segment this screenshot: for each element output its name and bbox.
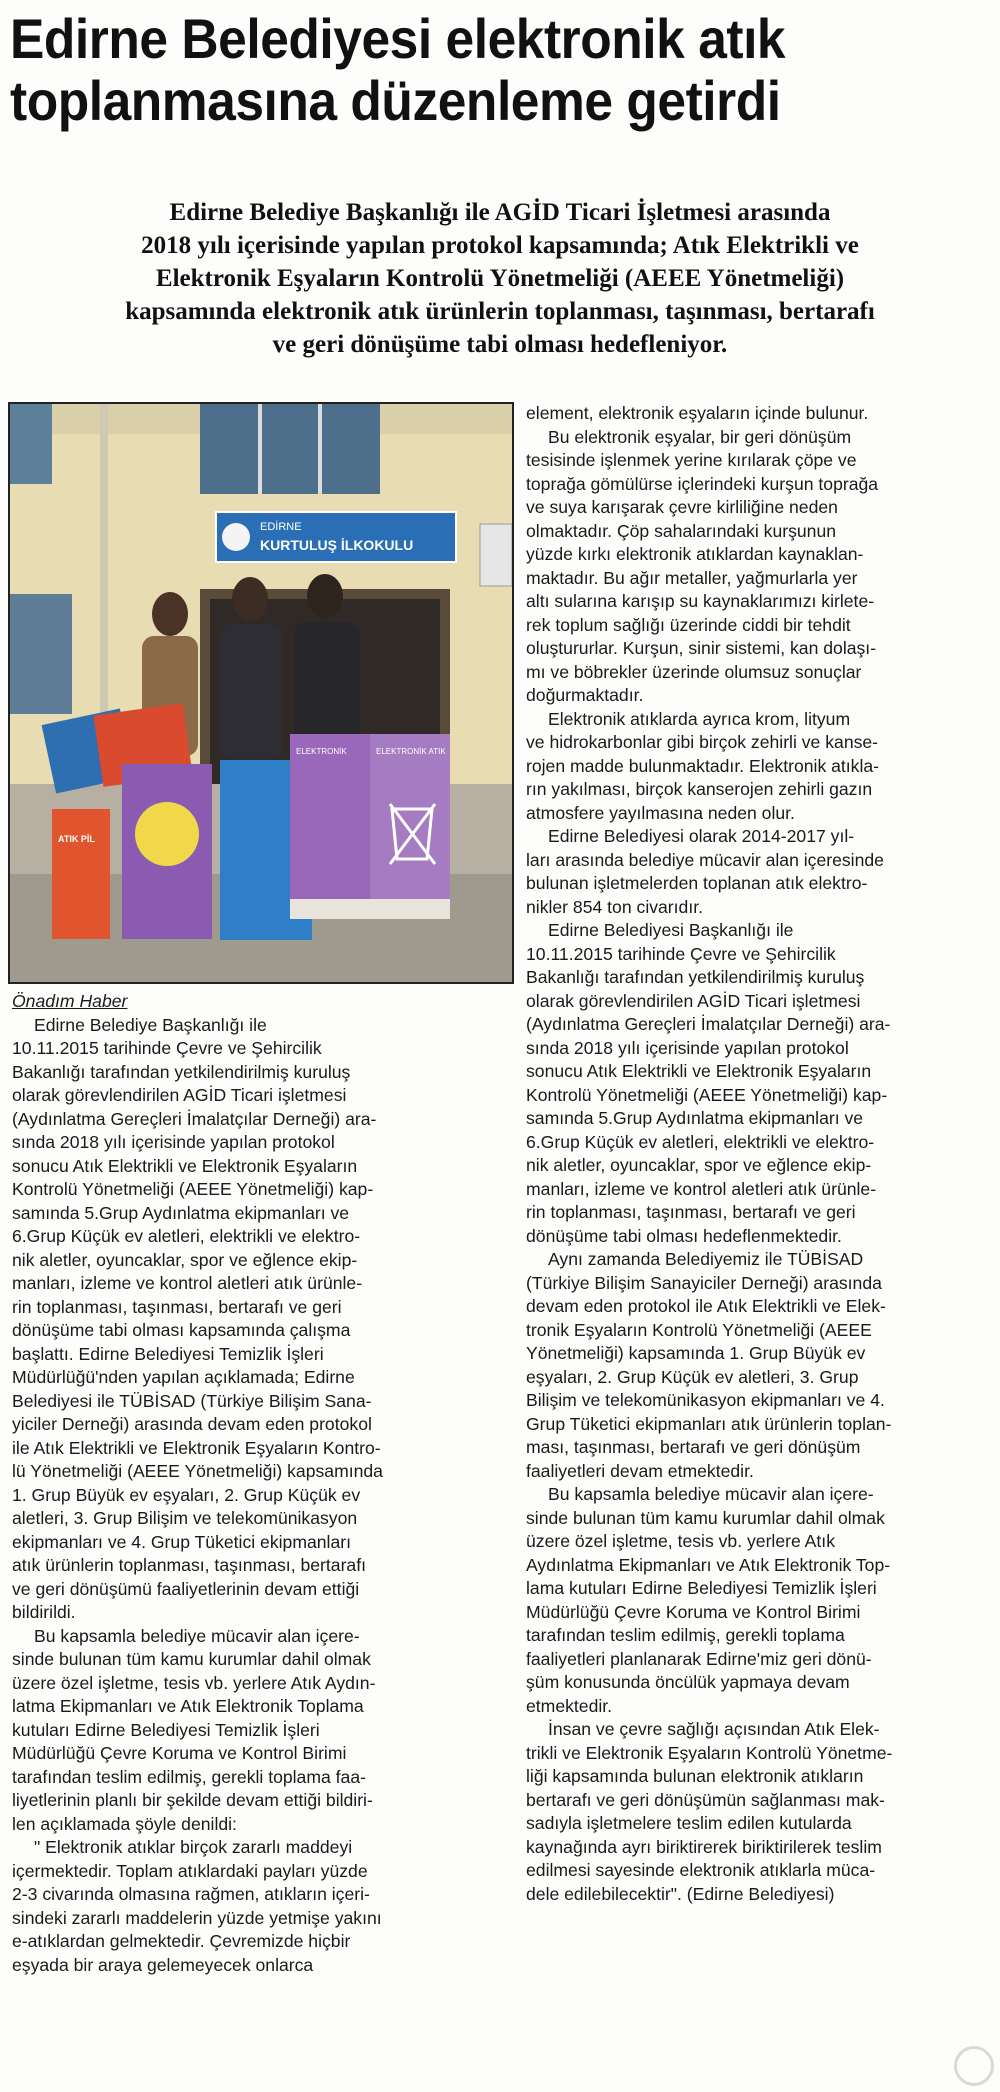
text-line: sonucu Atık Elektrikli ve Elektronik Eşyaların bbox=[12, 1155, 358, 1176]
text-line: tarafından teslim edilmiş, gerekli toplama faa- bbox=[12, 1766, 366, 1787]
text-line: olarak görevlendirilen AGİD Ticari işletmesi bbox=[12, 1085, 347, 1105]
text-line: rek toplum sağlığı üzerinde ciddi bir tehdit bbox=[526, 614, 851, 635]
text-line: Belediyesi ile TÜBİSAD (Türkiye Bilişim Sana- bbox=[12, 1390, 372, 1411]
text-line: nikler 854 ton civarıdır. bbox=[526, 896, 704, 917]
text-line: kutuları Edirne Belediyesi Temizlik İşleri bbox=[12, 1719, 320, 1740]
text-line: kaynağında ayrı biriktirerek biriktirilerek teslim bbox=[526, 1836, 882, 1857]
text-line: manları, izleme ve kontrol aletleri atık ürünle- bbox=[526, 1178, 877, 1199]
text-line: rın yakılması, birçok kanserojen zehirli gazın bbox=[526, 779, 873, 799]
text-line: eşyaları, 2. Grup Küçük ev aletleri, 3. Grup bbox=[526, 1366, 859, 1387]
text-line: Bu elektronik eşyalar, bir geri dönüşüm bbox=[548, 426, 852, 447]
text-line: nik aletler, oyuncaklar, spor ve eğlence ekip- bbox=[12, 1249, 358, 1270]
headline-line: Edirne Belediyesi elektronik atık bbox=[10, 7, 786, 70]
article-column-right bbox=[526, 402, 996, 1906]
text-line: bildirildi. bbox=[12, 1602, 76, 1622]
text-line: 6.Grup Küçük ev aletleri, elektrikli ve elektro- bbox=[526, 1131, 875, 1152]
text-line: İnsan ve çevre sağlığı açısından Atık Elek- bbox=[548, 1719, 880, 1739]
text-line: Bu kapsamla belediye mücavir alan içere- bbox=[548, 1484, 874, 1504]
article-photo bbox=[8, 402, 514, 984]
publisher-logo-icon bbox=[954, 2046, 994, 2086]
lede-line: ve geri dönüşüme tabi olması hedefleniyor. bbox=[272, 331, 728, 358]
text-line: Müdürlüğü'nden yapılan açıklamada; Edirne bbox=[12, 1367, 355, 1387]
text-line: 1. Grup Büyük ev eşyaları, 2. Grup Küçük ev bbox=[12, 1484, 361, 1505]
text-line: sadıyla işletmelere teslim edilen kutularda bbox=[526, 1813, 852, 1833]
text-line: Aydınlatma Ekipmanları ve Atık Elektronik Top- bbox=[526, 1554, 891, 1575]
text-line: atmosfere yayılmasına neden olur. bbox=[526, 802, 795, 823]
text-line: yüzde kırkı elektronik atıklardan kaynaklan- bbox=[526, 544, 864, 564]
text-line: faaliyetleri planlanarak Edirne'miz geri dönü- bbox=[526, 1648, 872, 1669]
text-line: " Elektronik atıklar birçok zararlı maddeyi bbox=[34, 1837, 353, 1857]
text-line: len açıklamada şöyle denildi: bbox=[12, 1813, 237, 1834]
text-line: devam eden protokol ile Atık Elektrikli ve Elek- bbox=[526, 1296, 886, 1316]
text-line: liyetlerinin planlı bir şekilde devam ettiği bildiri- bbox=[12, 1790, 373, 1810]
text-line: tarafından teslim edilmiş, gerekli toplama bbox=[526, 1625, 845, 1645]
column-body bbox=[526, 402, 996, 1906]
headline-line: toplanmasına düzenleme getirdi bbox=[10, 69, 781, 132]
text-line: etmektedir. bbox=[526, 1695, 613, 1716]
headline bbox=[10, 8, 916, 132]
text-line: rojen madde bulunmaktadır. Elektronik atıkla- bbox=[526, 755, 880, 776]
text-line: Müdürlüğü Çevre Koruma ve Kontrol Birimi bbox=[12, 1743, 347, 1763]
lede-line: kapsamında elektronik atık ürünlerin toplanması, taşınması, bertarafı bbox=[125, 298, 875, 325]
bin-label-left: ATIK PİL bbox=[58, 834, 95, 844]
text-line: ile Atık Elektrikli ve Elektronik Eşyaların Kontro- bbox=[12, 1437, 381, 1458]
text-line: dele edilebilecektir". (Edirne Belediyesi) bbox=[526, 1883, 835, 1904]
text-line: samında 5.Grup Aydınlatma ekipmanları ve bbox=[12, 1202, 350, 1223]
text-line: (Aydınlatma Gereçleri İmalatçılar Derneği) ara- bbox=[526, 1014, 891, 1034]
text-line: sindeki zararlı maddelerin yüzde yetmişe yakını bbox=[12, 1907, 382, 1928]
text-line: Aynı zamanda Belediyemiz ile TÜBİSAD bbox=[548, 1249, 864, 1269]
school-sign-line2: KURTULUŞ İLKOKULU bbox=[260, 537, 414, 553]
text-line: üzere özel işletme, tesis vb. yerlere Atık Aydın- bbox=[12, 1672, 376, 1693]
text-line: manları, izleme ve kontrol aletleri atık ürünle- bbox=[12, 1273, 363, 1293]
text-line: maktadır. Bu ağır metaller, yağmurlarla yer bbox=[526, 567, 858, 588]
column-body bbox=[12, 1014, 507, 1978]
text-line: tronik Eşyaların Kontrolü Yönetmeliği (AEEE bbox=[526, 1319, 872, 1340]
text-line: bulunan işletmelerden toplanan atık elektro- bbox=[526, 873, 868, 893]
text-line: ve suya karışarak çevre kirliliğine neden bbox=[526, 497, 838, 517]
text-line: Kontrolü Yönetmeliği (AEEE Yönetmeliği) kap- bbox=[12, 1179, 374, 1199]
text-line: olarak görevlendirilen AGİD Ticari işletmesi bbox=[526, 990, 861, 1011]
text-line: ve hidrokarbonlar gibi birçok zehirli ve kanse- bbox=[526, 732, 879, 752]
text-line: altı sularına karışıp su kaynaklarımızı kirlete- bbox=[526, 591, 875, 611]
text-line: şüm konusunda öncülük yapmaya devam bbox=[526, 1672, 850, 1692]
text-line: Yönetmeliği) kapsamında 1. Grup Büyük ev bbox=[526, 1343, 866, 1363]
text-line: Grup Tüketici ekipmanları atık ürünlerin toplan- bbox=[526, 1413, 892, 1434]
text-line: ları arasında belediye mücavir alan içeresinde bbox=[526, 849, 884, 870]
text-line: element, elektronik eşyaların içinde bulunur. bbox=[526, 403, 869, 423]
text-line: rin toplanması, taşınması, bertarafı ve geri bbox=[12, 1296, 342, 1317]
text-line: Bakanlığı tarafından yetkilendirilmiş kuruluş bbox=[12, 1061, 351, 1082]
bin-label-center: ELEKTRONİK bbox=[296, 747, 347, 756]
text-line: ve geri dönüşümü faaliyetlerinin devam ettiği bbox=[12, 1578, 360, 1599]
text-line: e-atıklardan gelmektedir. Çevremizde hiçbir bbox=[12, 1931, 351, 1951]
text-line: Bu kapsamla belediye mücavir alan içere- bbox=[34, 1625, 360, 1646]
photo-illustration bbox=[10, 404, 512, 982]
text-line: içermektedir. Toplam atıklardaki payları yüzde bbox=[12, 1860, 368, 1881]
text-line: samında 5.Grup Aydınlatma ekipmanları ve bbox=[526, 1108, 864, 1128]
text-line: Edirne Belediyesi Başkanlığı ile bbox=[548, 920, 794, 940]
text-line: Bilişim ve telekomünikasyon ekipmanları ve 4. bbox=[526, 1390, 885, 1410]
text-line: faaliyetleri devam etmektedir. bbox=[526, 1460, 754, 1481]
text-line: nik aletler, oyuncaklar, spor ve eğlence ekip- bbox=[526, 1155, 872, 1175]
text-line: sonucu Atık Elektrikli ve Elektronik Eşyaların bbox=[526, 1061, 872, 1081]
text-line: 10.11.2015 tarihinde Çevre ve Şehircilik bbox=[12, 1038, 322, 1058]
text-line: yiciler Derneği) arasında devam eden protokol bbox=[12, 1414, 372, 1434]
text-line: sında 2018 yılı içerisinde yapılan protokol bbox=[12, 1132, 335, 1152]
text-line: trikli ve Elektronik Eşyaların Kontrolü Yönetme- bbox=[526, 1742, 893, 1763]
text-line: Edirne Belediyesi olarak 2014-2017 yıl- bbox=[548, 826, 855, 846]
text-line: latma Ekipmanları ve Atık Elektronik Toplama bbox=[12, 1696, 364, 1716]
lede bbox=[20, 196, 980, 361]
text-line: başlattı. Edirne Belediyesi Temizlik İşleri bbox=[12, 1343, 324, 1364]
text-line: dönüşüme tabi olması hedeflenmektedir. bbox=[526, 1225, 842, 1246]
text-line: bertarafı ve geri dönüşümün sağlanması mak- bbox=[526, 1789, 885, 1810]
text-line: dönüşüme tabi olması kapsamında çalışma bbox=[12, 1320, 351, 1340]
text-line: rin toplanması, taşınması, bertarafı ve geri bbox=[526, 1202, 856, 1222]
text-line: 6.Grup Küçük ev aletleri, elektrikli ve elektro- bbox=[12, 1226, 361, 1246]
text-line: doğurmaktadır. bbox=[526, 685, 644, 705]
text-line: liği kapsamında bulunan elektronik atıkların bbox=[526, 1766, 864, 1786]
text-line: ekipmanları ve 4. Grup Tüketici ekipmanları bbox=[12, 1531, 351, 1552]
article-column-left bbox=[12, 990, 507, 1977]
text-line: oluştururlar. Kurşun, sinir sistemi, kan dolaşı- bbox=[526, 638, 877, 658]
school-sign-line1: EDİRNE bbox=[260, 521, 302, 533]
text-line: (Aydınlatma Gereçleri İmalatçılar Derneği) ara- bbox=[12, 1108, 377, 1129]
text-line: sinde bulunan tüm kamu kurumlar dahil olmak bbox=[526, 1507, 885, 1528]
text-line: ması, taşınması, bertarafı ve geri dönüşüm bbox=[526, 1437, 861, 1457]
text-line: 10.11.2015 tarihinde Çevre ve Şehircilik bbox=[526, 943, 836, 964]
lede-line: Edirne Belediye Başkanlığı ile AGİD Ticari İşletmesi arasında bbox=[169, 199, 831, 226]
text-line: mı ve böbrekler üzerinde olumsuz sonuçlar bbox=[526, 661, 862, 682]
text-line: (Türkiye Bilişim Sanayiciler Derneği) arasında bbox=[526, 1272, 882, 1293]
text-line: Müdürlüğü Çevre Koruma ve Kontrol Birimi bbox=[526, 1601, 861, 1622]
text-line: sında 2018 yılı içerisinde yapılan protokol bbox=[526, 1037, 849, 1058]
text-line: toprağa gömülürse içlerindeki kurşun toprağa bbox=[526, 473, 879, 494]
text-line: üzere özel işletme, tesis vb. yerlere Atık bbox=[526, 1531, 835, 1551]
text-line: Edirne Belediye Başkanlığı ile bbox=[34, 1014, 267, 1035]
text-line: tesisinde işlenmek yerine kırılarak çöpe ve bbox=[526, 450, 857, 470]
bin-label-right: ELEKTRONİK ATIK bbox=[376, 747, 446, 756]
text-line: sinde bulunan tüm kamu kurumlar dahil olmak bbox=[12, 1649, 371, 1669]
text-line: atık ürünlerin toplanması, taşınması, bertarafı bbox=[12, 1555, 366, 1575]
text-line: olmaktadır. Çöp sahalarındaki kurşunun bbox=[526, 520, 837, 541]
text-line: lü Yönetmeliği (AEEE Yönetmeliği) kapsamında bbox=[12, 1461, 383, 1481]
text-line: lama kutuları Edirne Belediyesi Temizlik İşleri bbox=[526, 1578, 877, 1598]
lede-line: Elektronik Eşyaların Kontrolü Yönetmeliği (AEEE Yönetmeliği) bbox=[155, 265, 845, 292]
text-line: aletleri, 3. Grup Bilişim ve telekomünikasyon bbox=[12, 1508, 358, 1528]
byline: Önadım Haber bbox=[12, 991, 128, 1011]
text-line: Elektronik atıklarda ayrıca krom, lityum bbox=[548, 708, 851, 729]
text-line: Kontrolü Yönetmeliği (AEEE Yönetmeliği) kap- bbox=[526, 1084, 888, 1105]
text-line: eşyada bir araya gelemeyecek onlarca bbox=[12, 1954, 314, 1975]
lede-line: 2018 yılı içerisinde yapılan protokol kapsamında; Atık Elektrikli ve bbox=[141, 232, 859, 259]
text-line: edilmesi sayesinde elektronik atıklarla müca- bbox=[526, 1860, 876, 1880]
text-line: Bakanlığı tarafından yetkilendirilmiş kuruluş bbox=[526, 967, 865, 987]
text-line: 2-3 civarında olmasına rağmen, atıkların içeri- bbox=[12, 1884, 370, 1904]
